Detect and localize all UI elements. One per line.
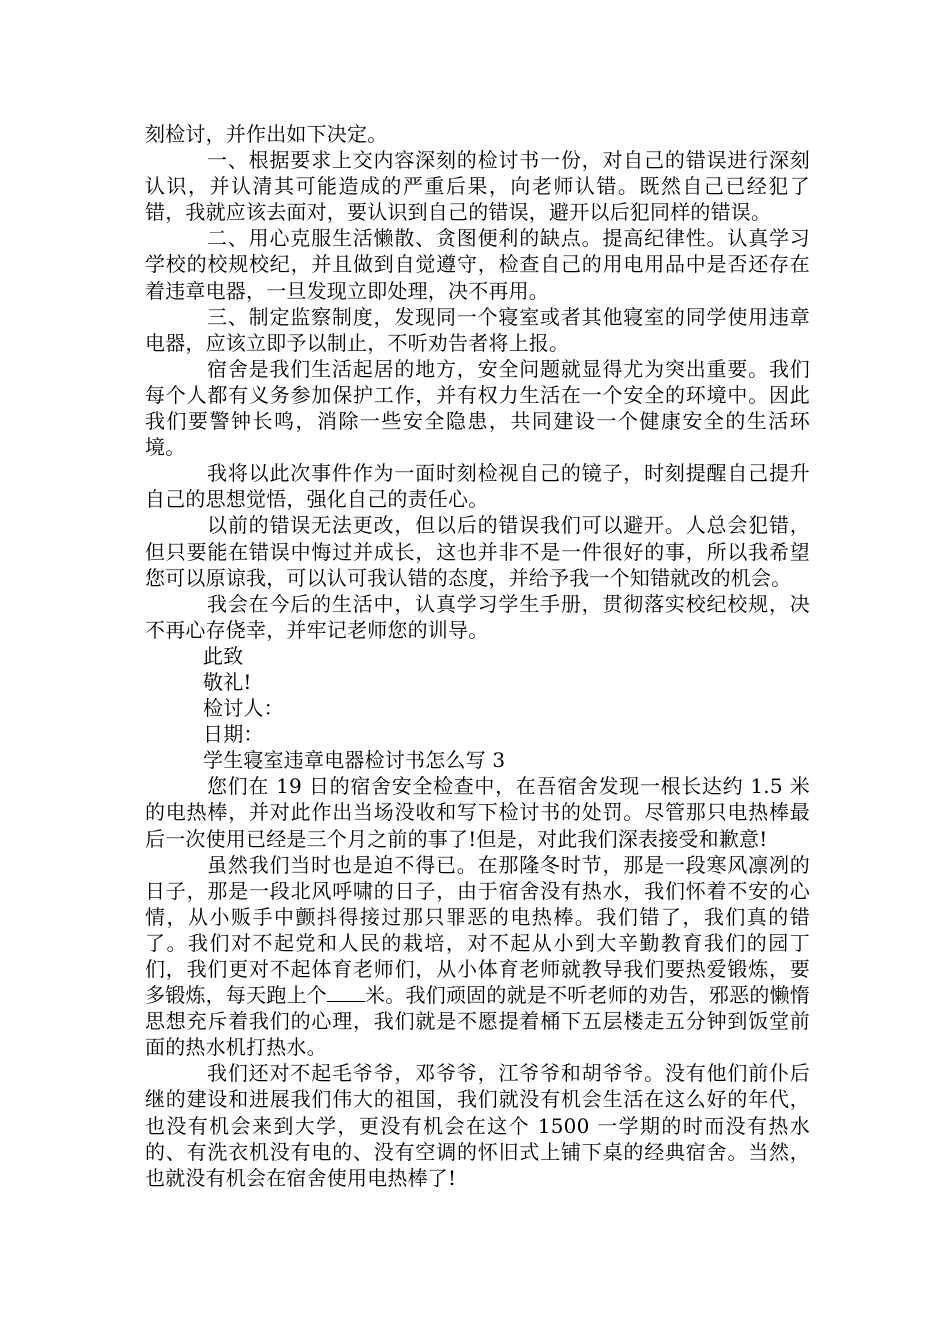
paragraph-decision-one: 一、根据要求上交内容深刻的检讨书一份，对自己的错误进行深刻认识，并认清其可能造成的严重后果，向老师认错。既然自己已经犯了错，我就应该去面对，要认识到自己的错误，避开以后犯同样的错误。	[145, 148, 810, 225]
paragraph-decision-three: 三、制定监察制度，发现同一个寝室或者其他寝室的同学使用违章电器，应该立即予以制止，不听劝告者将上报。	[145, 304, 810, 355]
signer-label: 检讨人：	[203, 696, 284, 721]
section-title: 学生寝室违章电器检讨书怎么写 3	[203, 748, 506, 773]
paragraph-apology	[145, 852, 810, 1061]
paragraph-forgiveness: 以前的错误无法更改，但以后的错误我们可以避开。人总会犯错，但只要能在错误中悔过并成长，这也并非不是一件很好的事，所以我希望您可以原谅我，可以认可我认错的态度，并给予我一个知错就改的机会。	[145, 513, 810, 590]
paragraph-commitment: 我会在今后的生活中，认真学习学生手册，贯彻落实校纪校规，决不再心存侥幸，并牢记老师您的训导。	[145, 591, 810, 642]
fill-in-blank	[327, 983, 365, 1002]
paragraph-decision-two: 二、用心克服生活懒散、贪图便利的缺点。提高纪律性。认真学习学校的校规校纪，并且做到自觉遵守，检查自己的用电用品中是否还存在着违章电器，一旦发现立即处理，决不再用。	[145, 226, 810, 303]
closing-salute-1: 此致	[203, 643, 244, 668]
paragraph-dorm-safety: 宿舍是我们生活起居的地方，安全问题就显得尤为突出重要。我们每个人都有义务参加保护工作，并有权力生活在一个安全的环境中。因此我们要警钟长鸣，消除一些安全隐患，共同建设一个健康安全的生活环境。	[145, 356, 810, 460]
date-label: 日期：	[203, 722, 264, 747]
paragraph-continuation: 刻检讨，并作出如下决定。	[145, 122, 388, 146]
paragraph-inspection: 您们在 19 日的宿舍安全检查中，在吾宿舍发现一根长达约 1.5 米的电热棒，并对此作出当场没收和写下检讨书的处罚。尽管那只电热棒最后一次使用已经是三个月之前的事了!但是，对此我们深表接受和歉意!	[145, 774, 810, 851]
closing-salute-2: 敬礼!	[203, 669, 252, 694]
document-body	[145, 121, 810, 1191]
paragraph-mirror: 我将以此次事件作为一面时刻检视自己的镜子，时刻提醒自己提升自己的思想觉悟，强化自己的责任心。	[145, 461, 810, 512]
apology-text-part-2: 米。我们顽固的就是不听老师的劝告，邪恶的懒惰思想充斥着我们的心理，我们就是不愿提着桶下五层楼走五分钟到饭堂前面的热水机打热水。	[145, 983, 810, 1060]
paragraph-gratitude: 我们还对不起毛爷爷，邓爷爷，江爷爷和胡爷爷。没有他们前仆后继的建设和进展我们伟大的祖国，我们就没有机会生活在这么好的年代，也没有机会来到大学，更没有机会在这个 1500 一学期的时而没有热水的、有洗衣机没有电的、没有空调的怀旧式上铺下桌的经典宿舍。当然，也就没有机会在宿舍使用电热棒了!	[145, 1061, 810, 1190]
apology-text-part-1: 虽然我们当时也是迫不得已。在那隆冬时节，那是一段寒风凛冽的日子，那是一段北风呼啸的日子，由于宿舍没有热水，我们怀着不安的心情，从小贩手中颤抖得接过那只罪恶的电热棒。我们错了，我们真的错了。我们对不起党和人民的栽培，对不起从小到大辛勤教育我们的园丁们，我们更对不起体育老师们，从小体育老师就教导我们要热爱锻炼，要多锻炼，每天跑上个	[145, 852, 810, 1008]
